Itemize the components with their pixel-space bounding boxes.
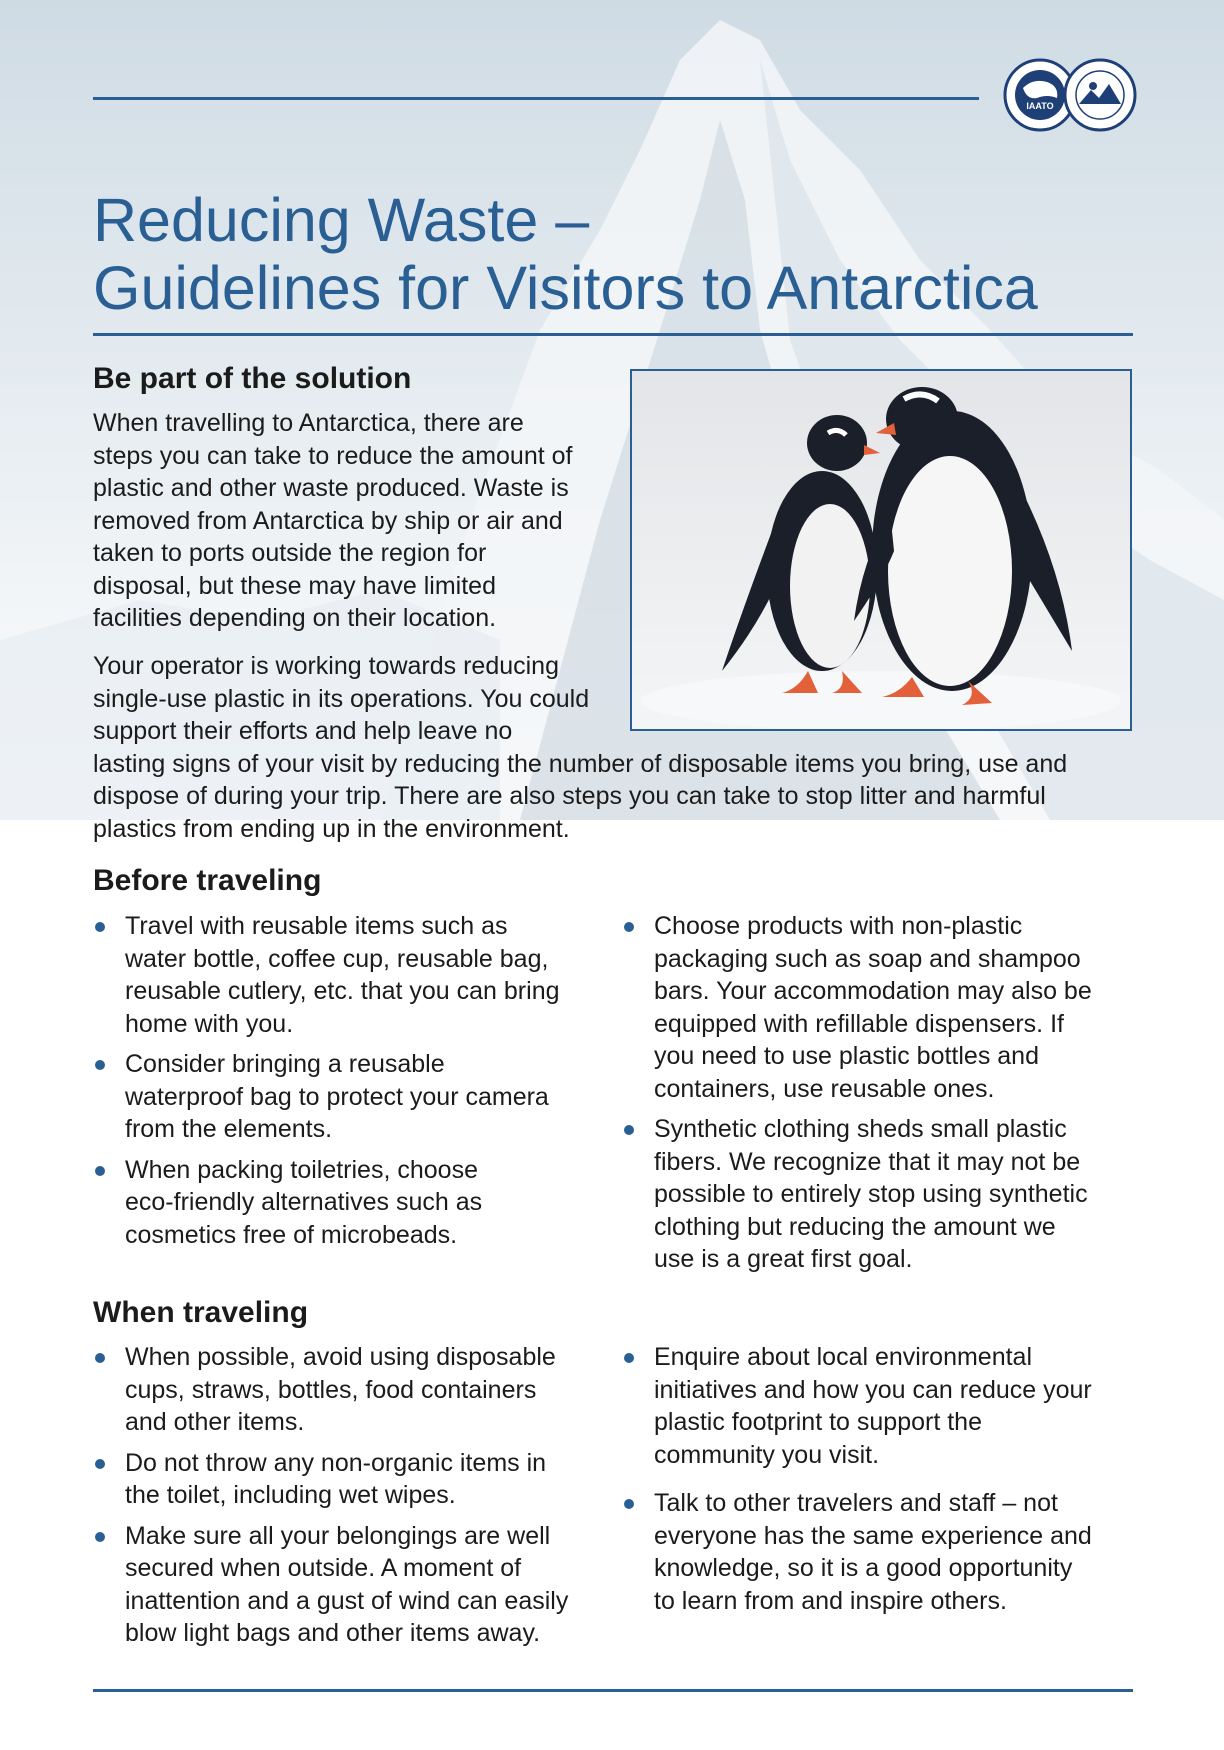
title-line-2: Guidelines for Visitors to Antarctica (93, 254, 1038, 322)
list-item-line: fibers. We recognize that it may not be (654, 1147, 1081, 1176)
list-item-line: waterproof bag to protect your camera (125, 1082, 549, 1111)
antarctic-ambassador-logo (1063, 58, 1137, 132)
penguin-right-figure (854, 387, 1072, 705)
during-list-left (93, 1341, 613, 1658)
list-item (622, 1113, 1142, 1276)
list-item-line: clothing but reducing the amount we (654, 1212, 1056, 1241)
list-item-line: cosmetics free of microbeads. (125, 1220, 458, 1249)
list-item (622, 910, 1142, 1105)
intro-p2-line: single-use plastic in its operations. You could (93, 684, 590, 713)
list-item-line: Consider bringing a reusable (125, 1050, 445, 1078)
list-item-line: secured when outside. A moment of (125, 1554, 522, 1582)
list-item-line: Do not throw any non-organic items in (125, 1448, 547, 1477)
list-item (93, 910, 613, 1040)
list-item-line: from the elements. (125, 1115, 333, 1143)
list-item-line: blow light bags and other items away. (125, 1619, 541, 1647)
list-item-line: packaging such as soap and shampoo (654, 944, 1081, 973)
list-item-line: use is a great first goal. (654, 1245, 913, 1273)
header-rule (93, 97, 979, 100)
intro-p1-line: When travelling to Antarctica, there are (93, 409, 524, 437)
list-item (622, 1341, 1142, 1471)
bullet-dot (624, 1353, 634, 1363)
list-item-line: When packing toiletries, choose (125, 1155, 478, 1184)
list-item (93, 1048, 613, 1146)
intro-p2-line: dispose of during your trip. There are also steps you can take to stop litter and harmful (93, 782, 1046, 810)
iaato-logo-text: IAATO (1026, 101, 1054, 111)
intro-p1-line: plastic and other waste produced. Waste is (93, 474, 569, 502)
intro-paragraph-1 (93, 407, 572, 635)
list-item (622, 1487, 1142, 1617)
list-item-line: bars. Your accommodation may also be (654, 977, 1092, 1005)
intro-p1-line: disposal, but these may have limited (93, 571, 496, 600)
footer-rule (93, 1689, 1133, 1692)
bullet-dot (95, 1060, 105, 1070)
list-item-line: everyone has the same experience and (654, 1521, 1092, 1550)
list-item-line: knowledge, so it is a good opportunity (654, 1554, 1073, 1582)
list-item-line: equipped with refillable dispensers. If (654, 1009, 1064, 1038)
intro-p2-line: lasting signs of your visit by reducing the number of disposable items you bring, use and (93, 749, 1068, 778)
list-item (93, 1520, 613, 1650)
list-item-line: you need to use plastic bottles and (654, 1042, 1039, 1070)
list-item-line: initiatives and how you can reduce your (654, 1375, 1092, 1404)
penguin-photo (630, 369, 1132, 731)
intro-p1-line: taken to ports outside the region for (93, 539, 487, 567)
list-item-line: the toilet, including wet wipes. (125, 1481, 456, 1509)
list-item-line: containers, use reusable ones. (654, 1074, 995, 1103)
list-item-line: cups, straws, bottles, food containers (125, 1375, 537, 1404)
intro-p2-line: plastics from ending up in the environment. (93, 814, 570, 843)
bullet-dot (95, 1353, 105, 1363)
intro-p1-line: steps you can take to reduce the amount of (93, 441, 573, 470)
logo-group (1003, 58, 1137, 138)
bullet-dot (624, 1125, 634, 1135)
list-item-line: Enquire about local environmental (654, 1343, 1033, 1371)
intro-heading: Be part of the solution (93, 362, 412, 395)
intro-p1-line: facilities depending on their location. (93, 604, 497, 632)
list-item (93, 1154, 613, 1252)
page-title (93, 186, 1153, 322)
intro-p1-line: removed from Antarctica by ship or air and (93, 506, 563, 535)
bullet-dot (95, 1459, 105, 1469)
list-item-line: reusable cutlery, etc. that you can bring (125, 977, 560, 1005)
list-item (93, 1447, 613, 1512)
list-item-line: possible to entirely stop using synthetic (654, 1180, 1088, 1208)
list-item-line: Choose products with non-plastic (654, 912, 1023, 940)
title-rule (93, 333, 1133, 336)
list-item-line: home with you. (125, 1009, 294, 1038)
before-list-left (93, 910, 613, 1259)
bullet-dot (95, 922, 105, 932)
list-item-line: plastic footprint to support the (654, 1408, 982, 1436)
title-line-1: Reducing Waste – (93, 186, 590, 254)
before-list-right (622, 910, 1142, 1284)
list-item-line: Synthetic clothing sheds small plastic (654, 1115, 1067, 1143)
list-item-line: eco-friendly alternatives such as (125, 1188, 483, 1216)
during-heading: When traveling (93, 1296, 309, 1329)
penguin-left-figure (722, 415, 880, 693)
list-item-line: water bottle, coffee cup, reusable bag, (125, 944, 549, 973)
list-item-line: When possible, avoid using disposable (125, 1343, 556, 1371)
bullet-dot (624, 1499, 634, 1509)
list-item-line: to learn from and inspire others. (654, 1586, 1007, 1615)
intro-p2-line: Your operator is working towards reducing (93, 652, 559, 680)
list-item-line: and other items. (125, 1408, 305, 1436)
list-item-line: inattention and a gust of wind can easily (125, 1586, 569, 1615)
during-list-right (622, 1341, 1142, 1625)
list-item-line: Make sure all your belongings are well (125, 1521, 551, 1550)
list-item-line: community you visit. (654, 1440, 880, 1469)
bullet-dot (624, 922, 634, 932)
list-item (93, 1341, 613, 1439)
list-item-line: Travel with reusable items such as (125, 912, 508, 940)
bullet-dot (95, 1532, 105, 1542)
before-heading: Before traveling (93, 864, 322, 897)
bullet-dot (95, 1166, 105, 1176)
list-item-line: Talk to other travelers and staff – not (654, 1489, 1058, 1517)
intro-p2-line: support their efforts and help leave no (93, 717, 513, 745)
